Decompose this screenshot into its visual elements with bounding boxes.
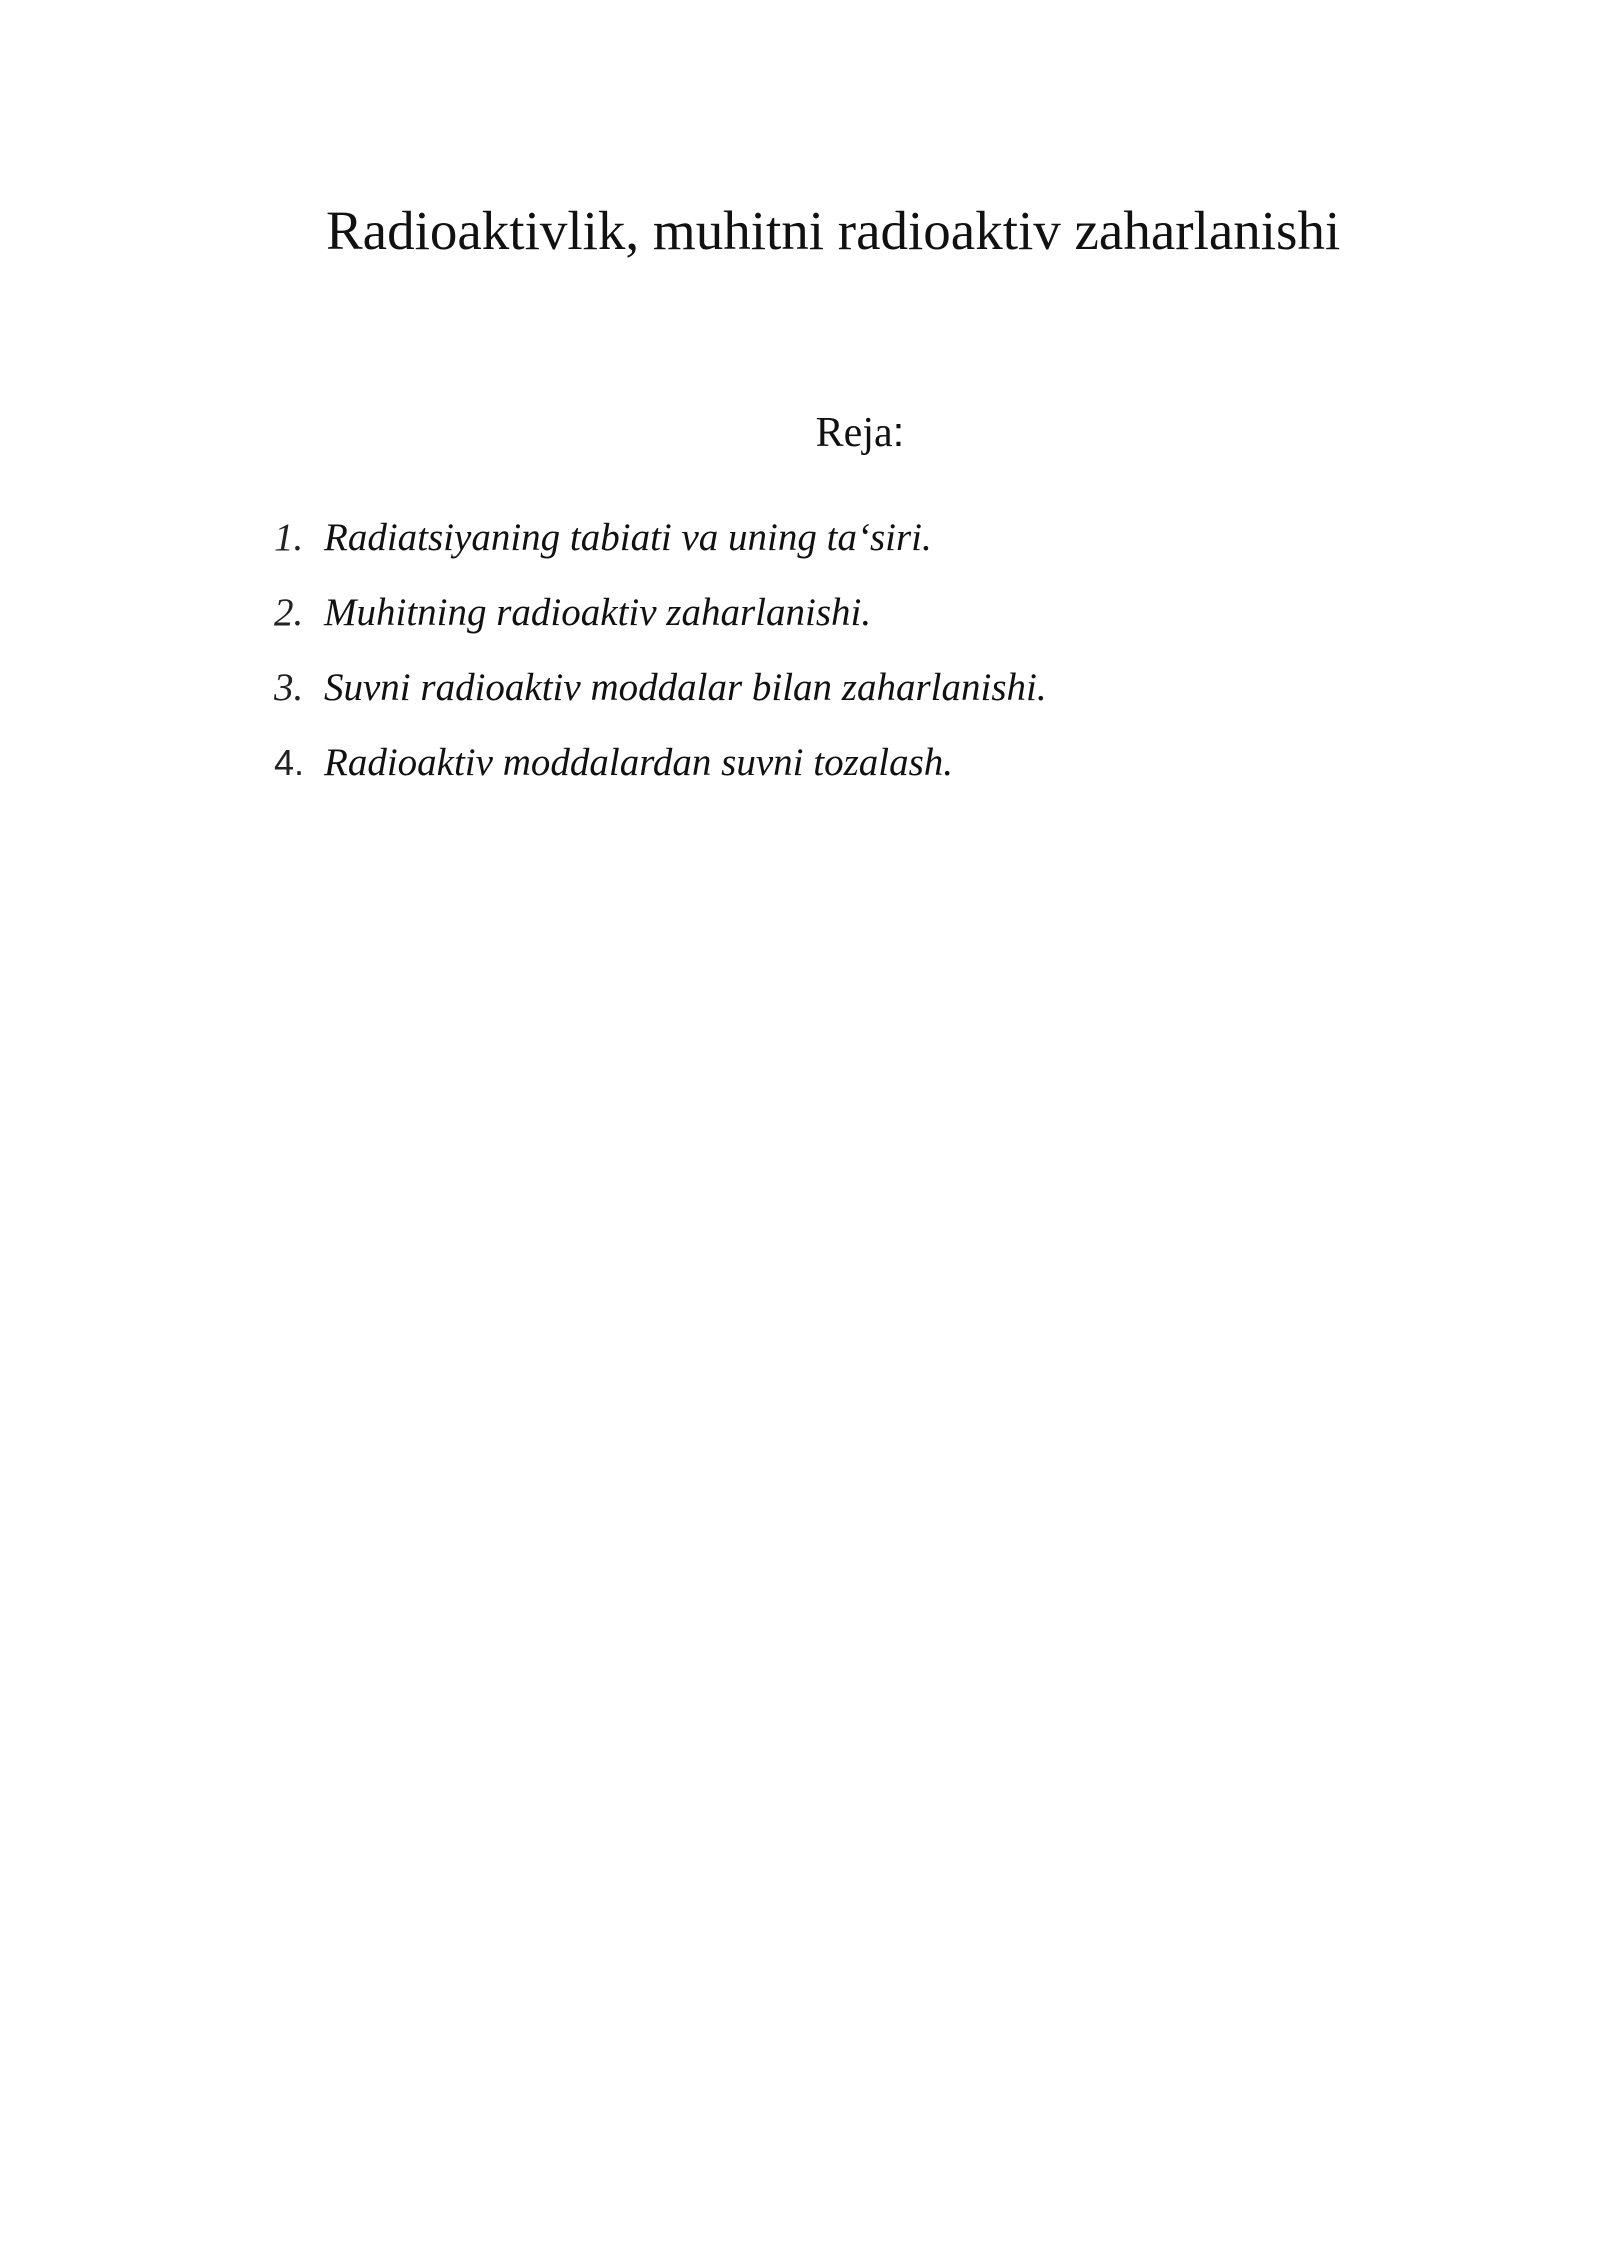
- plan-item-number: 2.: [274, 591, 304, 634]
- plan-item-number: 4.: [274, 742, 305, 783]
- plan-item-text: Suvni radioaktiv moddalar bilan zaharlanishi.: [324, 666, 1047, 709]
- plan-item-text: Radioaktiv moddalardan suvni tozalash.: [324, 741, 954, 784]
- plan-heading: [0, 404, 1600, 461]
- plan-item-3: [274, 660, 1047, 735]
- plan-heading-label: Reja: [815, 410, 893, 456]
- plan-item-2: [274, 585, 1047, 660]
- plan-item-4: [274, 735, 1047, 810]
- plan-heading-colon: :: [892, 408, 905, 455]
- plan-item-1: [274, 510, 1047, 585]
- plan-item-text: Radiatsiyaning tabiati va uning ta‘siri.: [324, 516, 932, 559]
- plan-item-number: 1.: [274, 516, 304, 559]
- document-title: Radioaktivlik, muhitni radioaktiv zaharlanishi: [326, 200, 1341, 261]
- plan-item-text: Muhitning radioaktiv zaharlanishi.: [324, 591, 872, 634]
- plan-list: [274, 510, 1047, 810]
- plan-item-number: 3.: [274, 666, 304, 709]
